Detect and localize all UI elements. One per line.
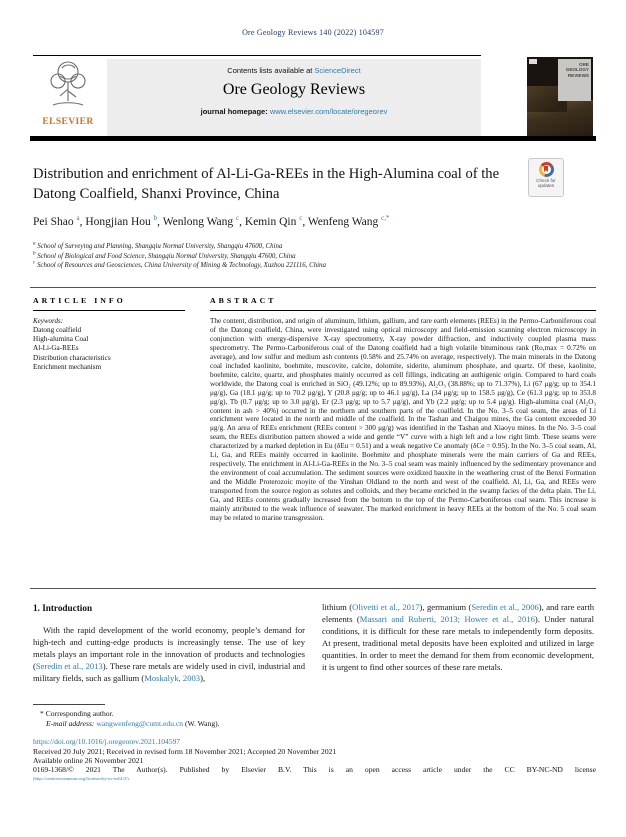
keyword: Al-Li-Ga-REEs xyxy=(33,344,79,353)
keywords-label: Keywords: xyxy=(33,317,64,325)
citation-link[interactable]: Seredin et al., 2013 xyxy=(35,661,103,671)
available-online: Available online 26 November 2021 xyxy=(33,756,144,765)
homepage-line: journal homepage: www.elsevier.com/locate/oregeorev xyxy=(200,107,388,116)
sciencedirect-link[interactable]: ScienceDirect xyxy=(314,66,361,75)
author-list: Pei Shao $^a$, Hongjian Hou $^b$, Wenlong Wang $^c$, Kemin Qin $^c$, Wenfeng Wang $^{c,*}$ xyxy=(33,214,390,228)
divider-rule xyxy=(30,287,596,288)
email-link[interactable]: wangwenfeng@cumt.edu.cn xyxy=(96,719,184,728)
license-line: 0169-1368/© 2021 The Author(s). Published by Elsevier B.V. This is an open access article under the CC BY-NC-ND license xyxy=(33,765,596,774)
article-info-rule xyxy=(33,310,185,311)
footnote-rule xyxy=(33,704,105,705)
check-badge-label: Check for updates xyxy=(536,178,556,188)
body-column-right xyxy=(322,601,594,673)
citation-link[interactable]: Massari and Ruberti, 2013; Hower et al., 2016 xyxy=(359,614,535,624)
journal-citation: Ore Geology Reviews 140 (2022) 104597 xyxy=(242,28,384,37)
abstract-rule xyxy=(210,310,596,311)
elsevier-tree-icon xyxy=(45,59,91,111)
intro-paragraph-right: lithium (Olivetti et al., 2017), germanium (Seredin et al., 2006), and rare earth elements (Massari and Ruberti, 2013; Hower et al., 2016). Under natural conditions, it is difficult for these rare metals to independently form deposits. At present, traditional metal deposits have been exploited and utilized in large quantities. In order to meet the demand for them from economic development, it is urgent to find other sources of these rare metals. xyxy=(322,602,595,672)
keyword-list xyxy=(33,326,193,372)
cc-license-link[interactable]: (http://creativecommons.org/licenses/by-nc-nd/4.0/). xyxy=(33,776,130,781)
keyword: Datong coalfield xyxy=(33,326,82,334)
journal-cover-thumbnail xyxy=(527,57,593,140)
affiliation: $^a$ School of Surveying and Planning, Shangqiu Normal University, Shangqiu 47600, China xyxy=(33,241,283,250)
email-label: E-mail address: xyxy=(46,719,95,728)
corresponding-author-note: * Corresponding author. xyxy=(40,709,114,718)
affiliation-list xyxy=(33,242,573,271)
journal-homepage-link[interactable]: www.elsevier.com/locate/oregeorev xyxy=(269,107,388,116)
journal-banner xyxy=(107,59,481,136)
article-title: Distribution and enrichment of Al-Li-Ga-REEs in the High-Alumina coal of the Datong Coalfield, Shanxi Province, China xyxy=(33,166,500,202)
section-heading-introduction: 1. Introduction xyxy=(33,603,93,613)
elsevier-logo xyxy=(33,59,103,136)
email-line xyxy=(46,719,366,728)
body-column-left xyxy=(33,603,305,684)
header-thick-bar xyxy=(30,136,596,141)
elsevier-wordmark: ELSEVIER xyxy=(42,117,94,127)
article-info-heading: ARTICLE INFO xyxy=(33,296,126,305)
keyword: Enrichment mechanism xyxy=(33,362,102,371)
citation-link[interactable]: Moskalyk, 2003 xyxy=(144,673,201,683)
cover-corner-label xyxy=(529,59,537,64)
cover-title: ORE GEOLOGY REVIEWS xyxy=(558,59,591,101)
author-name: Wenfeng Wang $^{c,*}$ xyxy=(307,214,390,228)
citation-link[interactable]: Seredin et al., 2006 xyxy=(471,602,539,612)
author-name: Wenlong Wang $^c$ xyxy=(162,214,240,228)
received-dates: Received 20 July 2021; Received in revised form 18 November 2021; Accepted 20 November 2021 xyxy=(33,747,337,756)
contents-line: Contents lists available at ScienceDirect xyxy=(227,66,361,75)
abstract-text: The content, distribution, and origin of aluminum, lithium, gallium, and rare earth elements (REEs) in the Permo-Carboniferous coal of the Datong coalfield, China, were investigated using optical microscopy and field-emission scanning electron microscopy in conjunction with energy-dispersive X-ray spectrometry, X-ray powder diffraction, and inductively coupled plasma mass spectrometry. The Permo-Carboniferous coal of the Datong coalfield had a high volatile bituminous rank (Ro,max = 0.72% on average), and low sulfur and medium ash contents (0.58% and 25.74% on average, respectively). The main minerals in the Datong coal included kaolinite, boehmite, muscovite, calcite, dolomite, siderite, aluminum phosphate, and quartz. Of these, kaolinite, boehmite, calcite, quartz, and phosphates mainly occurred as cell fillings, indicating an authigenic origin. Compared to hard coals worldwide, the Datong coal is enriched in SiO₂ (49.12%; up to 89.93%), Al₂O₃ (38.88%; up to 71.37%), Li (67 μg/g; up to 354.1 μg/g), Ga (18.1 μg/g; up to 70.2 μg/g), Y (20.8 μg/g; up to 46.1 μg/g), La (34 μg/g; up to 158.5 μg/g), Ce (61.3 μg/g; up to 353.8 μg/g), Tb (0.7 μg/g; up to 3.0 μg/g), Er (2.3 μg/g; up to 5.7 μg/g), and Yb (2.2 μg/g; up to 5.4 μg/g). High-alumina coal (Al₂O₃ content in ash > 40%) occurred in the northern and southern parts of the coalfield. In the No. 3–5 coal seam, the areas of Li enrichment were located in the north and middle of the coalfield. In the Tashan and Chaigou mines, the Ga content exceeded 30 μg/g. An area of REEs enrichment (REEs content > 300 μg/g) was identified in the Tashan and Xiaoyu mines. In the No. 3–5 coal seam, the REEs distribution pattern showed a wide and gentle “V” curve with a high left and a low right limb. These seams were characterized by a marked depletion in Eu (δEu = 0.51) and a weak negative Ce anomaly (δCe = 0.95). In the No. 3–5 coal seam, Al, Li, Ga, and REEs mainly occurred in kaolinite. Boehmite and phosphate minerals were the main carriers of Ga and REEs, respectively. The enrichment in Al-Li-Ga-REEs in the No. 3–5 coal seam was mainly influenced by the sedimentary provenance and the environment of coal accumulation. The sediment sources were oxidized bauxite in the weathering crust of the Benxi Formation and the Middle Proterozoic moyite of the Yinshan Oldland to the north and west of the coalfield. Al, Li, Ga, and REEs were transported from the source region as solutes and colloids, and they became enriched in the swamp facies of the delta plain. The Li, Ga, and REEs contents gradually increased from the bottom to the top of the Permo-Carboniferous coal seam. This increase is mainly attributed to the weak influence of seawater. The marked enrichment in heavy REEs at the bottom of the No. 5 coal seam may be related to marine transgression. xyxy=(210,317,596,522)
author-name: Kemin Qin $^c$ xyxy=(244,214,303,228)
intro-paragraph-left: With the rapid development of the world economy, people’s demand for high-tech and cutting-edge products is increasingly tense. The use of key metals plays an important role in the innovation of products and technologies (Seredin et al., 2013). These rare metals are widely used in civil, industrial and military fields, such as gallium (Moskalyk, 2003), xyxy=(33,625,305,683)
check-for-updates-badge[interactable] xyxy=(528,158,564,197)
keyword: High-alumina Coal xyxy=(33,335,89,344)
keyword: Distribution characteristics xyxy=(33,353,111,362)
affiliation: $^c$ School of Resources and Geosciences, China University of Mining & Technology, Xuzhou 221116, China xyxy=(33,260,326,270)
citation-link[interactable]: Olivetti et al., 2017 xyxy=(352,602,420,612)
crossmark-icon xyxy=(539,162,554,177)
divider-rule xyxy=(30,588,596,589)
email-suffix: (W. Wang). xyxy=(184,719,220,728)
affiliation: $^b$ School of Biological and Food Science, Shangqiu Normal University, Shangqiu 47600, China xyxy=(33,251,296,260)
author-name: Hongjian Hou $^b$ xyxy=(85,214,158,228)
journal-name: Ore Geology Reviews xyxy=(222,81,366,98)
abstract-heading: ABSTRACT xyxy=(210,296,277,305)
author-name: Pei Shao $^a$ xyxy=(33,214,80,228)
doi-link[interactable]: https://doi.org/10.1016/j.oregeorev.2021.104597 xyxy=(33,737,181,746)
header-rule xyxy=(33,55,481,56)
